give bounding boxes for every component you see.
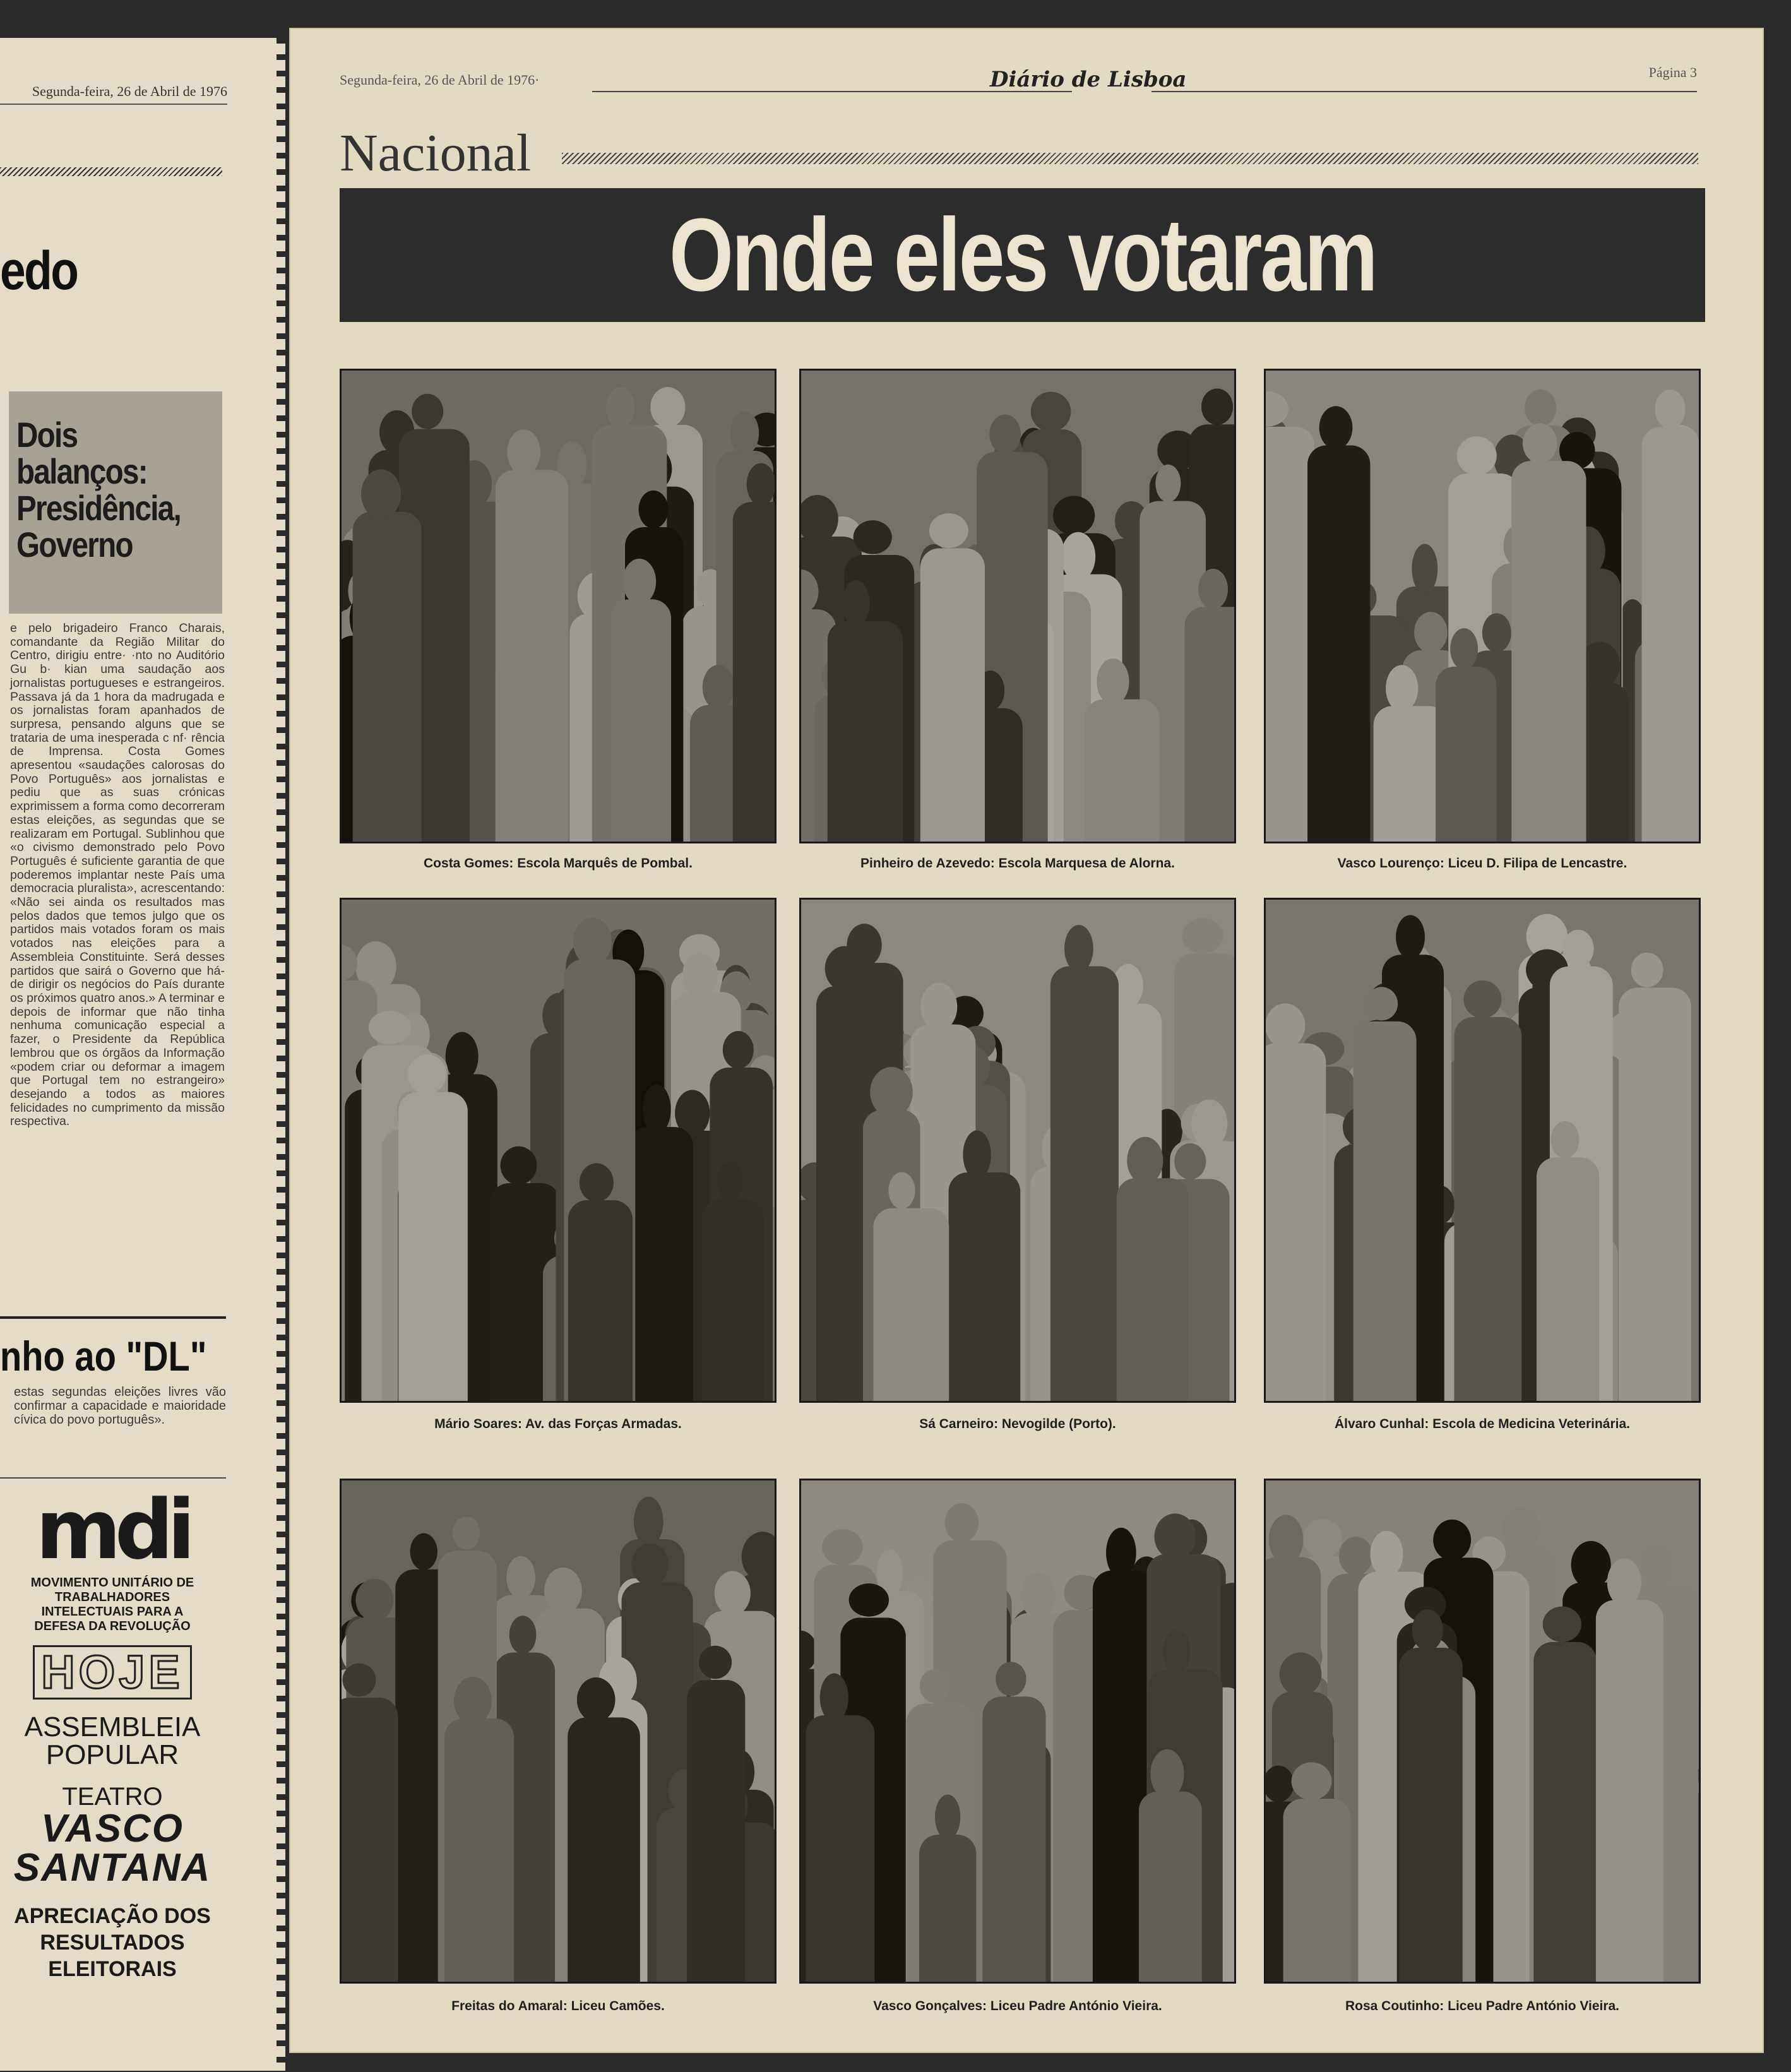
mdi-logo: mdi [35,1482,189,1578]
ad-vasco-line: SANTANA [13,1846,211,1890]
ad-apreciacao-line: APRECIAÇÃO DOS [14,1904,211,1928]
page-number: Página 3 [1648,64,1697,80]
news-photograph [340,369,776,843]
news-photograph [799,898,1236,1403]
photo-caption: Vasco Gonçalves: Liceu Padre António Vieira. [873,1999,1162,2013]
header-rule [1151,91,1697,92]
photo-caption: Vasco Lourenço: Liceu D. Filipa de Lencastre. [1337,856,1627,871]
news-photograph [1264,898,1701,1403]
newspaper-page [289,28,1764,2053]
ad-organisation-name [0,1576,225,1634]
photo-caption: Mário Soares: Av. das Forças Armadas. [434,1417,682,1431]
photo-caption: Pinheiro de Azevedo: Escola Marquesa de Alorna. [860,856,1175,871]
section-title: Nacional [340,124,532,182]
ad-hoje: HOJE [33,1645,192,1700]
ad-org-line: INTELECTUAIS PARA A [41,1605,184,1619]
newspaper-title: Diário de Lisboa [990,67,1187,92]
ad-assembleia-line: ASSEMBLEIA [24,1712,201,1742]
running-header [340,64,1697,97]
left-page-article-text: e pelo brigadeiro Franco Charais, comandante da Região Militar do Centro, dirigiu entre· ·nto no Auditório Gu b· kian uma saudação aos jornalistas portugueses e estrangeiros. Passava já da 1 hora da madrugada e os jornalistas foram apanhados de surpresa, pensando alguns que se trataria de uma inesperada c nf· rência de Imprensa. Costa Gomes apresentou «saudações calorosas do Povo Português» aos jornalistas e pediu que as suas crónicas exprimissem a forma como decorreram estas eleições, as segundas que se realizaram em Portugal. Sublinhou que «o civismo demonstrado pelo Povo Português é suficiente garantia de que poderemos implantar neste País uma democracia pluralista», acrescentando: «Não sei ainda os resultados mas pelos dados que temos julgo que os partidos mais votados foram os mais votados nas eleições para a Assembleia Constituinte. Será desses partidos que sairá o Governo que há-de dirigir os negócios do País durante os próximos quatro anos.» A terminar e depois de informar que não tinha nenhuma comunicação especial a fazer, o Presidente da República lembrou que os órgãos da Informação «podem criar ou deformar a imagem que Portugal tem no estrangeiro» desejando a todos as maiores felicidades no cumprimento da missão respectiva. [10,621,225,1129]
news-photograph [799,369,1236,843]
ad-apreciacao-line: RESULTADOS [40,1931,185,1955]
torn-page-edge [277,38,285,2071]
divider [0,1316,226,1319]
dl-headline: nho ao "DL" [0,1333,207,1379]
sidebar-title-line: Presidência, [16,488,181,528]
ad-org-line: MOVIMENTO UNITÁRIO DE [30,1576,194,1590]
news-photograph [799,1479,1236,1984]
news-photograph [340,1479,776,1984]
mdi-advertisement [0,1482,225,1982]
ad-apreciacao [0,1903,225,1982]
ad-vasco-santana [0,1809,225,1888]
ad-org-line: DEFESA DA REVOLUÇÃO [34,1619,191,1633]
ad-vasco-line: VASCO [41,1807,184,1850]
photo-caption: Rosa Coutinho: Liceu Padre António Vieira. [1345,1999,1620,2013]
photo-caption: Costa Gomes: Escola Marquês de Pombal. [424,856,693,871]
divider [0,1477,226,1479]
photo-caption: Sá Carneiro: Nevogilde (Porto). [919,1417,1116,1431]
photo-caption: Freitas do Amaral: Liceu Camões. [451,1999,665,2013]
news-photograph [1264,1479,1701,1984]
left-page-section-rule [0,167,222,176]
ad-org-line: TRABALHADORES [54,1590,170,1604]
ad-assembleia-line: POPULAR [45,1739,179,1770]
ad-teatro: TEATRO [62,1783,163,1811]
sidebar-title-line: balanços: [16,451,147,491]
headline-banner [340,188,1705,322]
sidebar-title-line: Dois [16,415,78,455]
section-rule [562,153,1698,164]
news-photograph [340,898,776,1403]
left-page-header-date: Segunda-feira, 26 de Abril de 1976 [0,83,227,105]
sidebar-title-line: Governo [16,525,133,564]
sidebar-title [16,417,188,563]
left-page-headline-fragment: edo [0,241,78,301]
header-date: Segunda-feira, 26 de Abril de 1976· [340,72,540,88]
ad-apreciacao-line: ELEITORAIS [48,1957,177,1981]
previous-page-strip [0,38,285,2071]
news-photograph [1264,369,1701,843]
headline: Onde eles votaram [669,197,1376,313]
ad-assembleia [0,1713,225,1769]
dl-article-text: estas segundas eleições livres vão confirmar a capacidade e maioridade cívica do povo português». [14,1385,226,1427]
photo-caption: Álvaro Cunhal: Escola de Medicina Veterinária. [1335,1417,1630,1431]
